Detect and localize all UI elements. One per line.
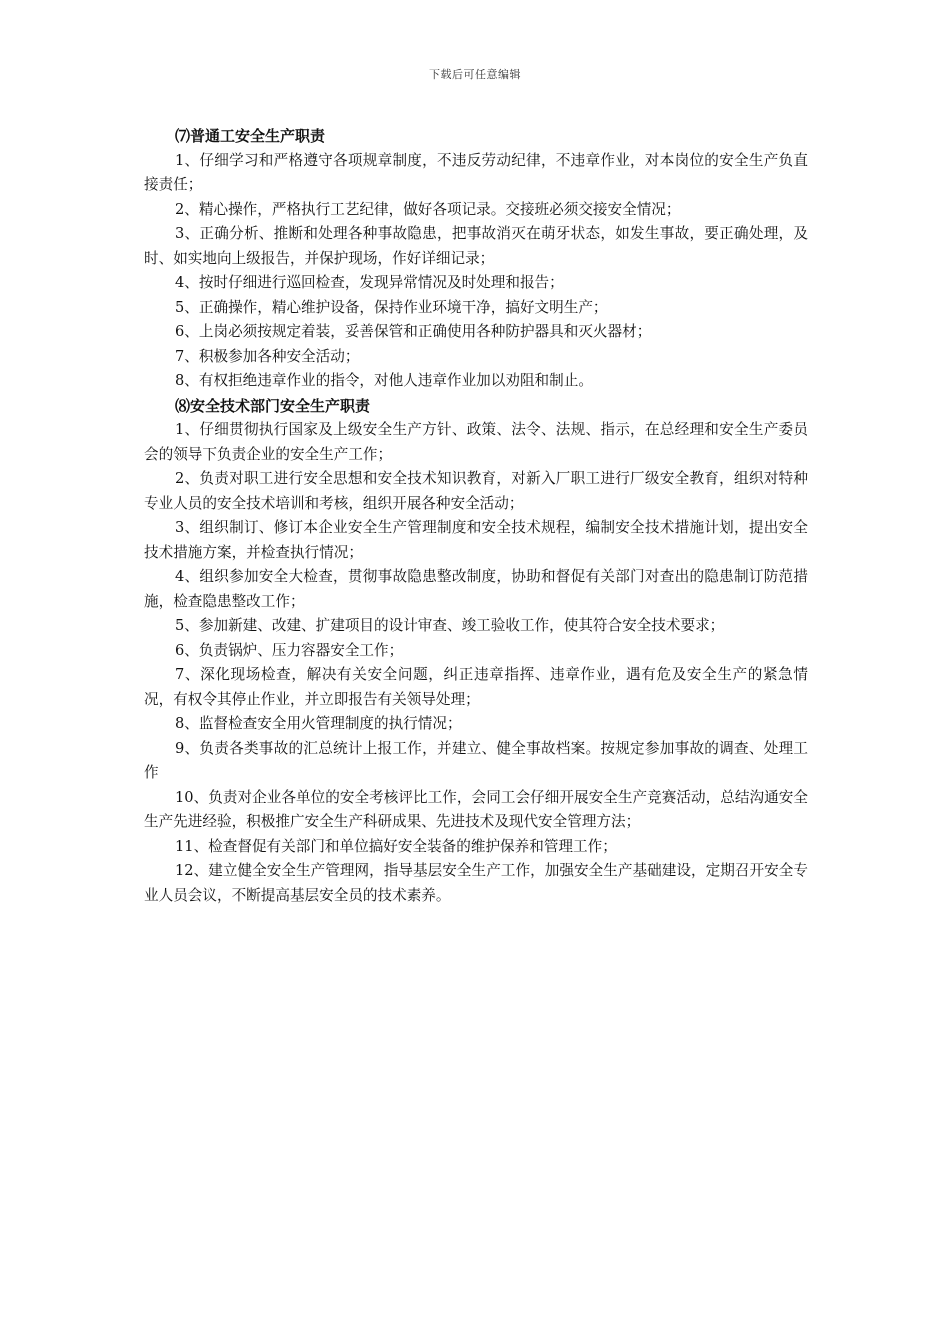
list-item: 8、有权拒绝违章作业的指令，对他人违章作业加以劝阻和制止。 (175, 372, 593, 389)
list-item: 4、按时仔细进行巡回检查，发现异常情况及时处理和报告； (175, 274, 564, 291)
list-item: 2、负责对职工进行安全思想和安全技术知识教育，对新入厂职工进行厂级安全教育，组织对特种专业人员的安全技术培训和考核，组织开展各种安全活动； (144, 470, 808, 512)
list-item: 6、负责锅炉、压力容器安全工作； (175, 641, 404, 659)
list-item: 7、积极参加各种安全活动； (175, 347, 360, 365)
list-item: 12、建立健全安全生产管理网，指导基层安全生产工作，加强安全生产基础建设，定期召开安全专业人员会议，不断提高基层安全员的技术素养。 (144, 862, 808, 904)
list-item: 8、监督检查安全用火管理制度的执行情况； (175, 715, 462, 732)
list-item: 2、精心操作，严格执行工艺纪律，做好各项记录。交接班必须交接安全情况； (175, 200, 681, 218)
list-item: 3、正确分析、推断和处理各种事故隐患，把事故消灭在萌牙状态，如发生事故，要正确处理，及时、如实地向上级报告，并保护现场，作好详细记录； (144, 225, 808, 267)
section-title: ⑺普通工安全生产职责 (175, 127, 326, 145)
section-safety-tech-dept (144, 394, 808, 909)
list-item: 3、组织制订、修订本企业安全生产管理制度和安全技术规程，编制安全技术措施计划，提出安全技术措施方案，并检查执行情况； (144, 519, 808, 561)
list-item: 9、负责各类事故的汇总统计上报工作，并建立、健全事故档案。按规定参加事故的调查、处理工作 (144, 739, 808, 781)
list-item: 11、检查督促有关部门和单位搞好安全装备的维护保养和管理工作； (175, 837, 617, 855)
section-title: ⑻安全技术部门安全生产职责 (175, 396, 371, 415)
document-body (144, 124, 808, 908)
list-item: 10、负责对企业各单位的安全考核评比工作，会同工会仔细开展安全生产竞赛活动，总结沟通安全生产先进经验，积极推广安全生产科研成果、先进技术及现代安全管理方法； (144, 788, 808, 830)
list-item: 1、仔细贯彻执行国家及上级安全生产方针、政策、法令、法规、指示，在总经理和安全生产委员会的领导下负责企业的安全生产工作； (144, 421, 808, 463)
list-item: 6、上岗必须按规定着装，妥善保管和正确使用各种防护器具和灭火器材； (175, 323, 652, 340)
section-general-worker (144, 124, 808, 394)
list-item: 5、正确操作，精心维护设备，保持作业环境干净，搞好文明生产； (175, 298, 608, 316)
list-item: 1、仔细学习和严格遵守各项规章制度，不违反劳动纪律，不违章作业，对本岗位的安全生产负直接责任； (144, 151, 808, 193)
list-item: 4、组织参加安全大检查，贯彻事故隐患整改制度，协助和督促有关部门对查出的隐患制订防范措施，检查隐患整改工作； (144, 568, 808, 610)
page-header-note: 下载后可任意编辑 (429, 68, 521, 81)
list-item: 5、参加新建、改建、扩建项目的设计审查、竣工验收工作，使其符合安全技术要求； (175, 617, 725, 634)
list-item: 7、深化现场检查，解决有关安全问题，纠正违章指挥、违章作业，遇有危及安全生产的紧急情况，有权令其停止作业，并立即报告有关领导处理； (144, 666, 808, 708)
